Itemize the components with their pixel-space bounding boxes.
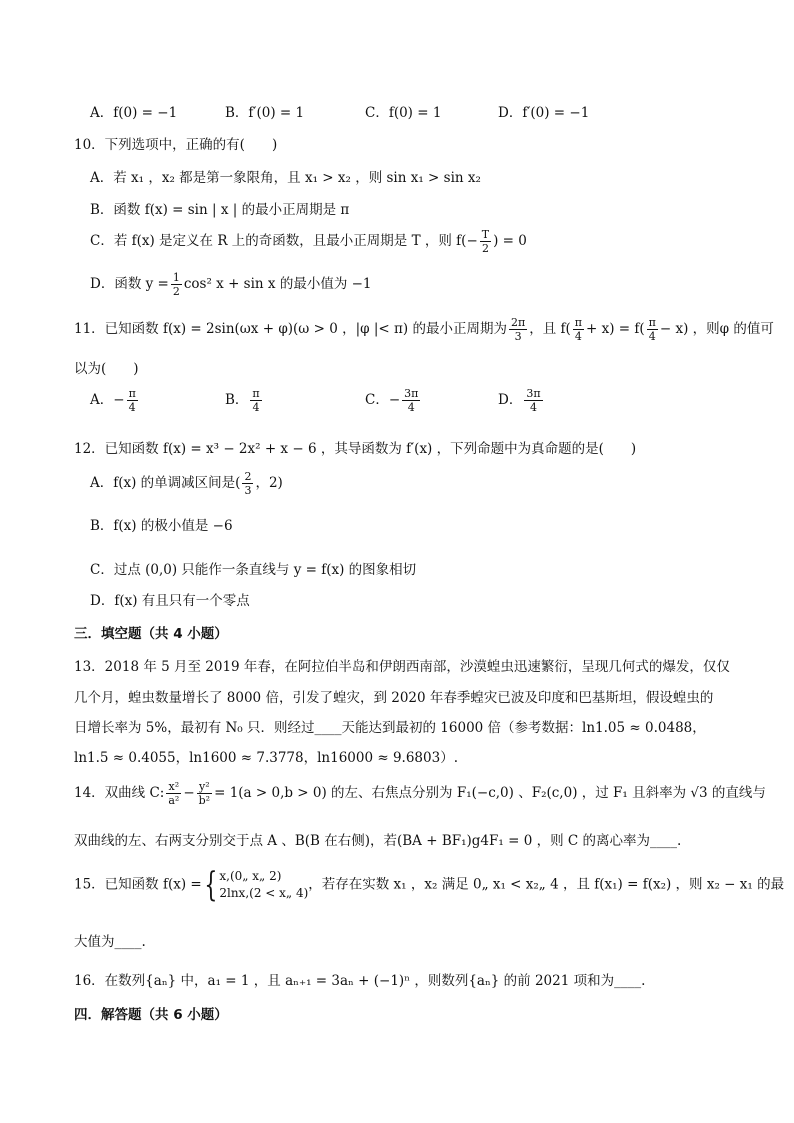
- q11-a-den: 4: [128, 401, 136, 414]
- q11-f3-fraction: [647, 316, 658, 343]
- q11-option-a: [90, 387, 140, 414]
- q10-c-post: ) = 0: [493, 233, 527, 249]
- q11-c-den: 4: [407, 401, 415, 414]
- q10-option-a: A．若 x₁ ，x₂ 都是第一象限角，且 x₁ > x₂ ，则 sin x₁ > sin x₂: [90, 170, 481, 186]
- q11-b-num: π: [252, 387, 260, 400]
- q14-f2-den: b²: [198, 794, 211, 807]
- q11-mid1: ，且 f(: [529, 321, 571, 337]
- q11-post: − x) ，则φ 的值可: [659, 321, 774, 337]
- q11-f3-den: 4: [648, 330, 656, 343]
- q14-f2-fraction: [197, 780, 212, 807]
- q15-post: ，若存在实数 x₁ ，x₂ 满足 0„ x₁ < x₂„ 4 ，且 f(x₁) = f(x₂) ，则 x₂ − x₁ 的最: [308, 876, 785, 893]
- q12-option-c: C．过点 (0,0) 只能作一条直线与 y = f(x) 的图象相切: [90, 562, 417, 578]
- q11-option-d: [498, 387, 545, 414]
- section-3-heading: 三．填空题（共 4 小题）: [74, 626, 228, 642]
- q14-f1-fraction: [166, 780, 181, 807]
- q11-mid2: + x) = f(: [586, 321, 645, 337]
- q15-line2: 大值为____.: [74, 934, 146, 950]
- q10-d-pre: D．函数 y =: [90, 276, 169, 292]
- section-4-heading: 四．解答题（共 6 小题）: [74, 1007, 228, 1023]
- q11-option-c: [365, 387, 422, 414]
- q10-option-d: [90, 271, 372, 298]
- q10-option-b: B．函数 f(x) = sin | x | 的最小正周期是 π: [90, 202, 350, 218]
- q11-f2-num: π: [574, 316, 582, 329]
- q10-c-num: T: [481, 228, 490, 241]
- q10-d-fraction: [171, 271, 182, 298]
- q11-f3-num: π: [648, 316, 656, 329]
- q9-option-c: C．f(0) = 1: [365, 105, 442, 121]
- q11-a-num: π: [128, 387, 136, 400]
- q10-stem: 10．下列选项中，正确的有( ): [74, 137, 278, 153]
- q11-b-den: 4: [252, 401, 260, 414]
- q15-line1: [74, 865, 785, 905]
- q14-line1: [74, 780, 766, 807]
- q11-pre: 11．已知函数 f(x) = 2sin(ωx + φ)(ω > 0 ，|φ |< π) 的最小正周期为: [74, 321, 507, 337]
- q11-f2-fraction: [573, 316, 584, 343]
- q11-c-fraction: [402, 387, 420, 414]
- q12-a-post: ，2): [255, 475, 283, 491]
- q15-case1: x,(0„ x„ 2): [219, 869, 282, 883]
- q11-line2: 以为( ): [74, 361, 139, 377]
- q10-c-fraction: [480, 228, 491, 255]
- q14-f1-num: x²: [166, 780, 181, 794]
- q11-d-fraction: [524, 387, 542, 414]
- q12-a-den: 3: [244, 484, 252, 497]
- q11-stem: [74, 316, 774, 343]
- q11-c-pre: C．−: [365, 392, 401, 408]
- q11-d-pre: D．: [498, 392, 523, 408]
- q11-option-b: [225, 387, 264, 414]
- q15-case2: 2lnx,(2 < x„ 4): [219, 886, 309, 900]
- q10-d-num: 1: [172, 271, 180, 284]
- q12-option-b: B．f(x) 的极小值是 −6: [90, 518, 233, 534]
- q14-line2: 双曲线的左、右两支分别交于点 A 、B(B 在右侧)，若(BA + BF₁)g4F₁ = 0 ，则 C 的离心率为____.: [74, 833, 682, 849]
- q11-c-num: 3π: [404, 387, 419, 400]
- q12-stem: 12．已知函数 f(x) = x³ − 2x² + x − 6 ，其导函数为 f′(x) ，下列命题中为真命题的是( ): [74, 441, 637, 457]
- q15-pre: 15．已知函数 f(x) =: [74, 876, 202, 893]
- q11-a-pre: A．−: [90, 392, 125, 408]
- q10-d-post: cos² x + sin x 的最小值为 −1: [183, 276, 372, 292]
- q12-a-num: 2: [244, 470, 252, 483]
- q10-option-c: [90, 228, 527, 255]
- q12-a-pre: A．f(x) 的单调减区间是(: [90, 475, 241, 491]
- q13-line1: 13．2018 年 5 月至 2019 年春，在阿拉伯半岛和伊朗西南部，沙漠蝗虫迅速繁衍，呈现几何式的爆发，仅仅: [74, 659, 730, 675]
- q11-f1-num: 2π: [510, 316, 526, 329]
- q11-b-fraction: [250, 387, 261, 414]
- q12-option-d: D．f(x) 有且只有一个零点: [90, 593, 250, 609]
- q12-a-fraction: [242, 470, 253, 497]
- q11-f2-den: 4: [574, 330, 582, 343]
- q11-a-fraction: [127, 387, 138, 414]
- q15-piecewise-cases: [219, 868, 308, 902]
- q10-c-den: 2: [481, 242, 489, 255]
- q14-f2-num: y²: [197, 780, 212, 794]
- brace-icon: {: [204, 865, 218, 905]
- q12-option-a: [90, 470, 283, 497]
- q11-d-num: 3π: [526, 387, 541, 400]
- q9-option-d: D．f′(0) = −1: [498, 105, 590, 121]
- q10-c-pre: C．若 f(x) 是定义在 R 上的奇函数，且最小正周期是 T ，则 f(−: [90, 233, 478, 249]
- q13-line3: 日增长率为 5%，最初有 N₀ 只．则经过____天能达到最初的 16000 倍（参考数据：ln1.05 ≈ 0.0488，: [74, 720, 706, 736]
- q11-f1-den: 3: [514, 330, 522, 343]
- q9-option-b: B．f′(0) = 1: [225, 105, 305, 121]
- q14-post: = 1(a > 0,b > 0) 的左、右焦点分别为 F₁(−c,0) 、F₂(c,0) ，过 F₁ 且斜率为 √3 的直线与: [214, 785, 766, 801]
- q14-minus: −: [183, 785, 195, 801]
- q13-line2: 几个月，蝗虫数量增长了 8000 倍，引发了蝗灾，到 2020 年春季蝗灾已波及印度和巴基斯坦，假设蝗虫的: [74, 690, 714, 706]
- q14-f1-den: a²: [168, 794, 180, 807]
- q10-d-den: 2: [172, 285, 180, 298]
- q16-line: 16．在数列{aₙ} 中，a₁ = 1 ，且 aₙ₊₁ = 3aₙ + (−1)ⁿ ，则数列{aₙ} 的前 2021 项和为____.: [74, 973, 646, 989]
- q11-d-den: 4: [529, 401, 537, 414]
- q11-b-pre: B．: [225, 392, 249, 408]
- q9-option-a: A．f(0) = −1: [90, 105, 178, 121]
- q14-pre: 14．双曲线 C:: [74, 785, 165, 801]
- q11-period-fraction: [509, 316, 527, 343]
- q13-line4: ln1.5 ≈ 0.4055，ln1600 ≈ 7.3778，ln16000 ≈ 9.6803）.: [74, 750, 458, 766]
